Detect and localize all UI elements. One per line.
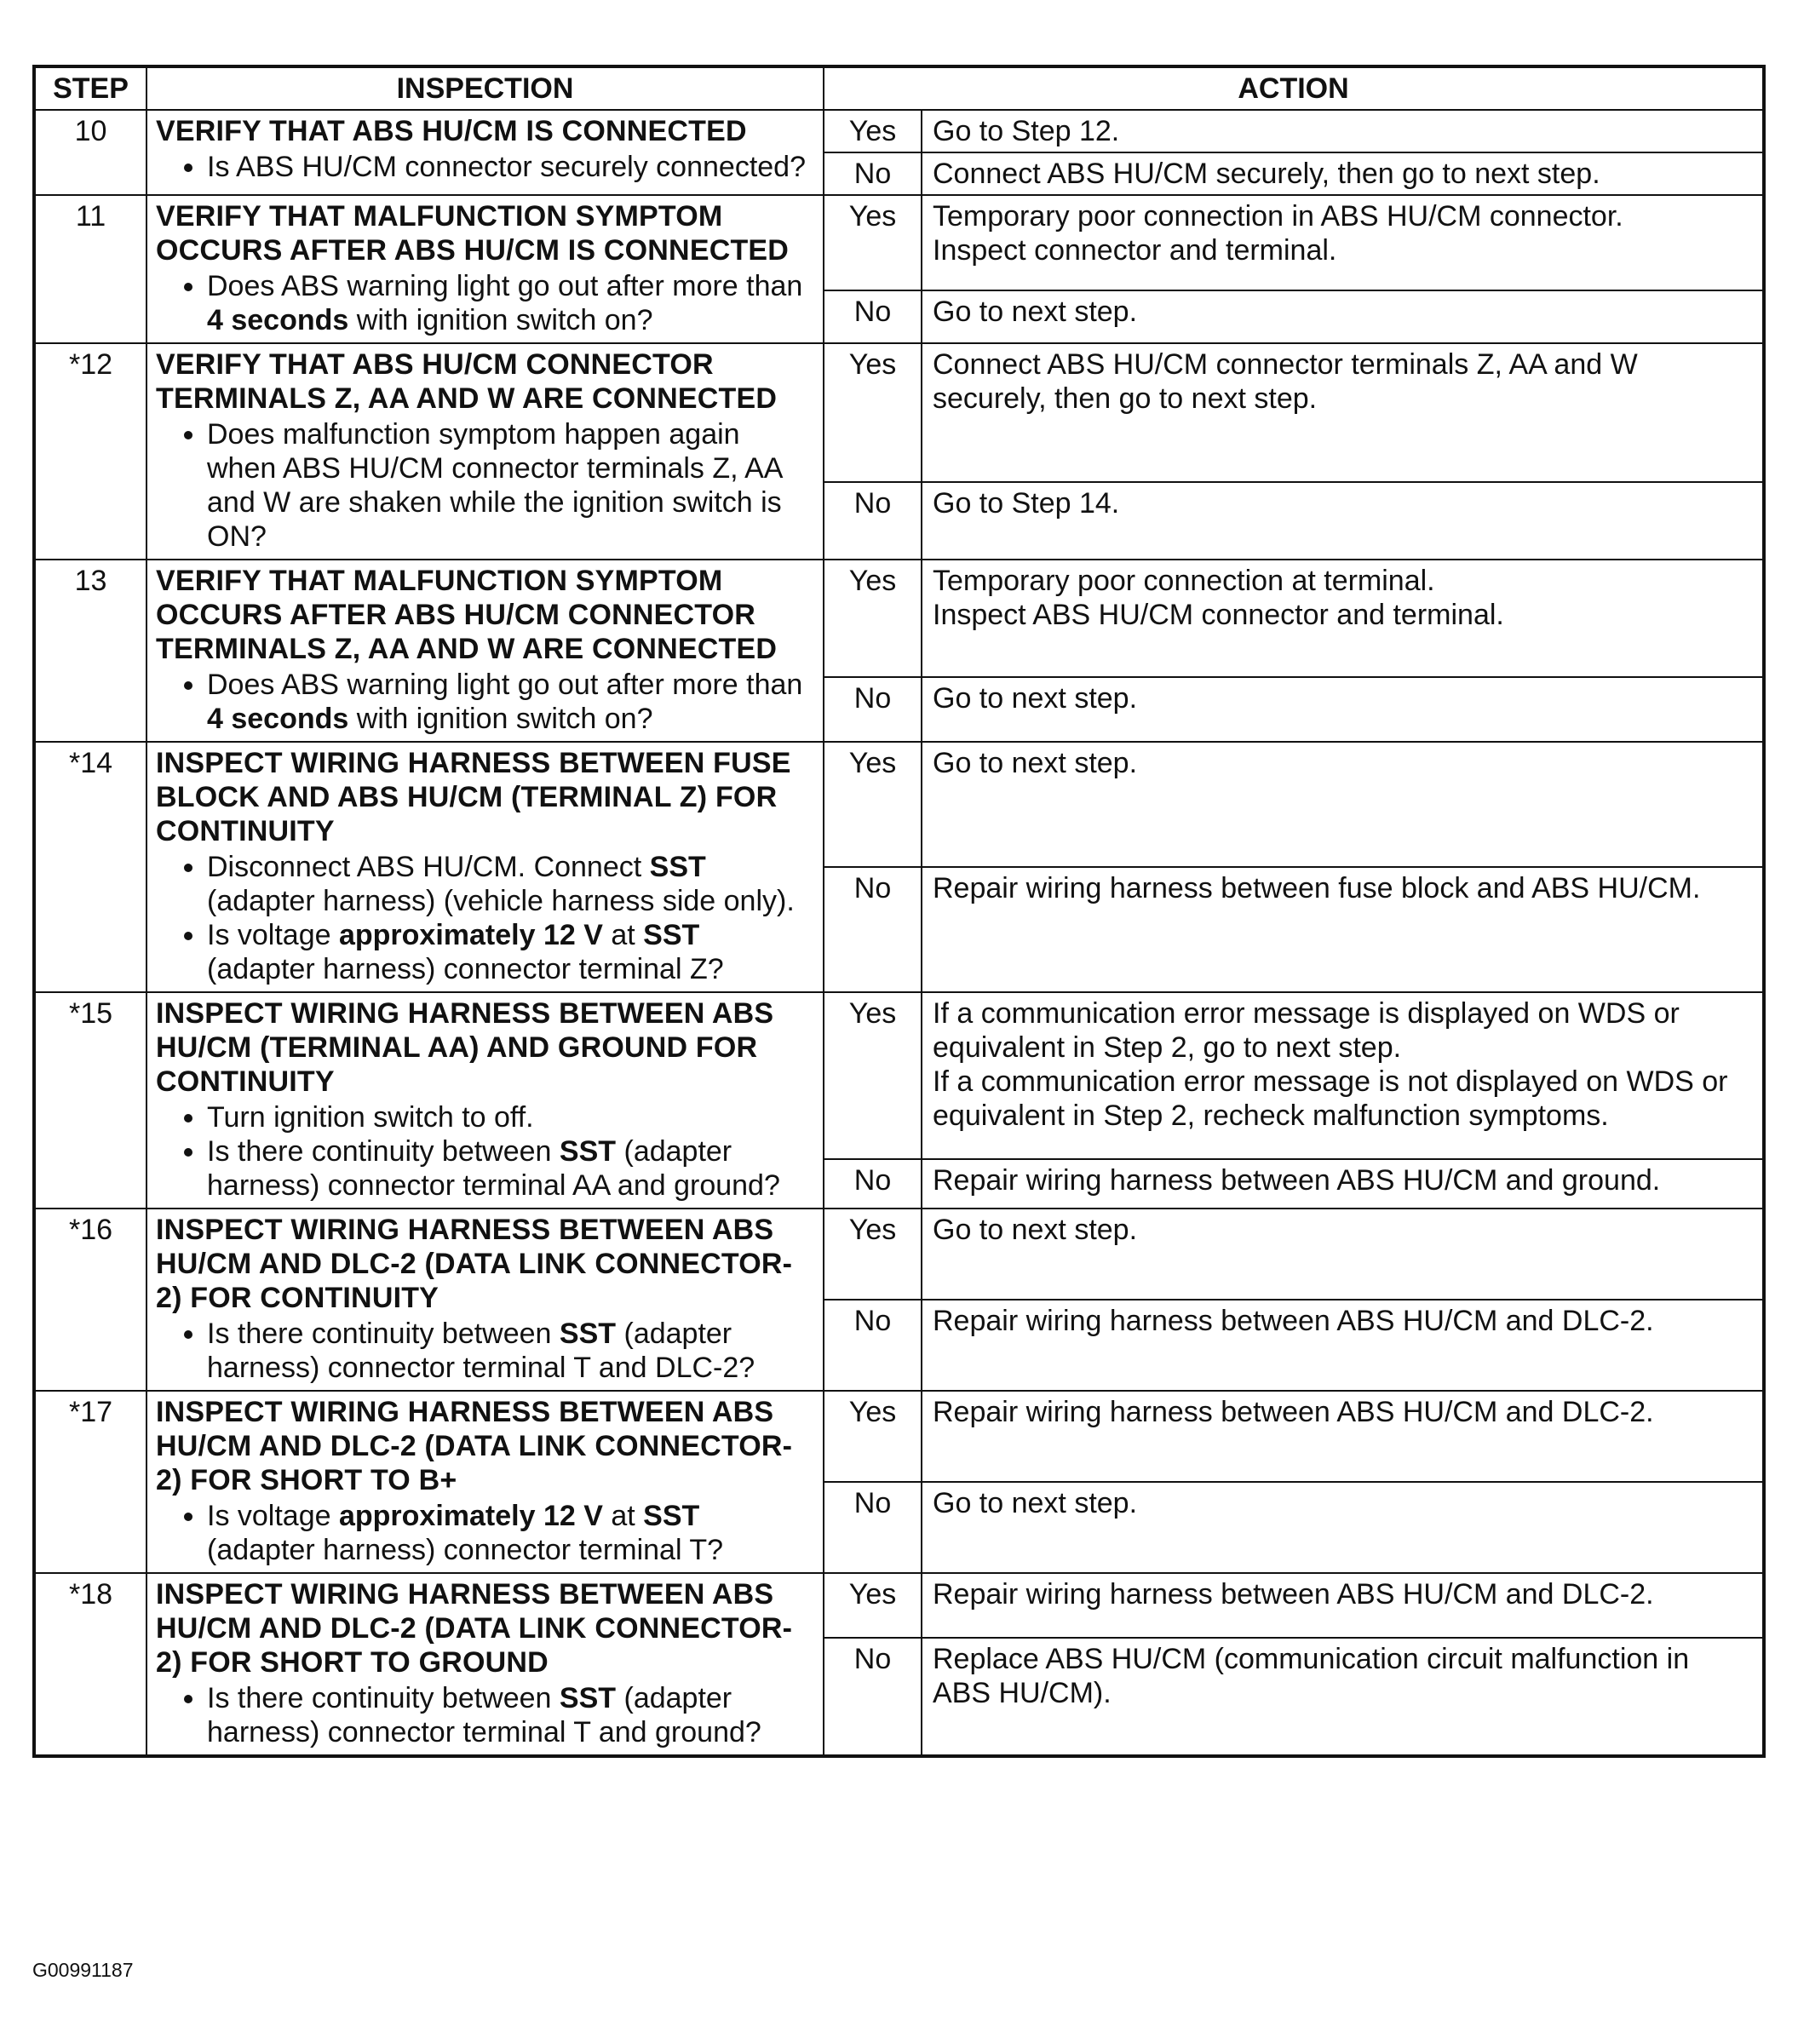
yes-label: Yes	[824, 560, 922, 677]
bullet-text: with ignition switch on?	[348, 304, 653, 336]
no-action	[922, 677, 1764, 742]
action-line: Go to Step 12.	[933, 115, 1120, 147]
action-line: Repair wiring harness between ABS HU/CM and DLC-2.	[933, 1396, 1654, 1428]
action-line: Connect ABS HU/CM connector terminals Z, AA and W securely, then go to next step.	[933, 348, 1638, 415]
no-label: No	[824, 482, 922, 560]
table-row	[34, 992, 1764, 1159]
inspection-bullet	[207, 1317, 814, 1385]
no-action	[922, 1638, 1764, 1756]
inspection-title: VERIFY THAT ABS HU/CM IS CONNECTED	[156, 115, 747, 147]
bullet-text: Is there continuity between	[207, 1135, 560, 1168]
inspection-bullets	[156, 1317, 814, 1385]
inspection-bullet	[207, 918, 814, 986]
inspection-bullets	[156, 150, 814, 184]
inspection-bullet	[207, 150, 814, 184]
inspection-cell	[146, 992, 824, 1209]
yes-action	[922, 110, 1764, 152]
inspection-title: VERIFY THAT MALFUNCTION SYMPTOM OCCURS AFTER ABS HU/CM CONNECTOR TERMINALS Z, AA AND W ARE CONNECTED	[156, 565, 778, 665]
bullet-emphasis: approximately 12 V	[338, 1500, 603, 1532]
yes-label: Yes	[824, 992, 922, 1159]
inspection-cell	[146, 343, 824, 560]
bullet-text: with ignition switch on?	[348, 703, 653, 735]
action-line: Repair wiring harness between fuse block and ABS HU/CM.	[933, 872, 1701, 904]
bullet-text: (adapter harness) (vehicle harness side only).	[207, 885, 795, 917]
no-action	[922, 1300, 1764, 1391]
no-action	[922, 1482, 1764, 1573]
bullet-text: Is ABS HU/CM connector securely connected?	[207, 151, 806, 183]
step-number: *14	[34, 742, 146, 992]
inspection-bullet	[207, 850, 814, 918]
yes-action	[922, 1209, 1764, 1300]
no-action	[922, 290, 1764, 343]
inspection-bullet	[207, 1100, 814, 1134]
bullet-text: at	[602, 919, 644, 951]
step-number: *17	[34, 1391, 146, 1573]
inspection-title: INSPECT WIRING HARNESS BETWEEN ABS HU/CM AND DLC-2 (DATA LINK CONNECTOR-2) FOR CONTINUITY	[156, 1214, 793, 1314]
diagnostic-procedure-sheet	[32, 65, 1762, 1758]
no-action	[922, 482, 1764, 560]
yes-action	[922, 343, 1764, 482]
figure-id: G00991187	[32, 1959, 134, 1981]
step-column-header: STEP	[34, 66, 146, 110]
bullet-text: (adapter harness) connector terminal T and ground?	[207, 1682, 761, 1748]
step-number: 10	[34, 110, 146, 195]
inspection-bullet	[207, 1134, 814, 1203]
no-action	[922, 867, 1764, 992]
yes-label: Yes	[824, 742, 922, 867]
inspection-title: INSPECT WIRING HARNESS BETWEEN ABS HU/CM AND DLC-2 (DATA LINK CONNECTOR-2) FOR SHORT TO GROUND	[156, 1578, 793, 1679]
bullet-emphasis: SST	[643, 919, 700, 951]
table-body	[34, 110, 1764, 1756]
action-line: Repair wiring harness between ABS HU/CM and DLC-2.	[933, 1305, 1654, 1337]
action-line: Go to next step.	[933, 1214, 1138, 1246]
bullet-text: Is voltage	[207, 1500, 339, 1532]
action-column-header: ACTION	[824, 66, 1764, 110]
table-row	[34, 560, 1764, 677]
inspection-bullets	[156, 850, 814, 986]
action-line: Repair wiring harness between ABS HU/CM and ground.	[933, 1164, 1661, 1197]
table-row	[34, 742, 1764, 867]
no-label: No	[824, 867, 922, 992]
action-line: Connect ABS HU/CM securely, then go to next step.	[933, 158, 1600, 190]
no-label: No	[824, 1482, 922, 1573]
inspection-cell	[146, 195, 824, 343]
no-action	[922, 152, 1764, 195]
inspection-bullets	[156, 1100, 814, 1203]
action-line: Temporary poor connection in ABS HU/CM connector.	[933, 200, 1623, 233]
inspection-bullets	[156, 417, 814, 554]
yes-action	[922, 1573, 1764, 1638]
inspection-bullets	[156, 668, 814, 736]
inspection-column-header: INSPECTION	[146, 66, 824, 110]
no-label: No	[824, 1300, 922, 1391]
table-row	[34, 110, 1764, 152]
bullet-emphasis: SST	[643, 1500, 700, 1532]
inspection-bullets	[156, 269, 814, 337]
bullet-text: (adapter harness) connector terminal Z?	[207, 953, 724, 985]
step-number: *12	[34, 343, 146, 560]
bullet-text: Does ABS warning light go out after more than	[207, 669, 803, 701]
inspection-bullets	[156, 1681, 814, 1749]
action-line: Inspect ABS HU/CM connector and terminal.	[933, 599, 1504, 631]
bullet-text: Turn ignition switch to off.	[207, 1101, 534, 1134]
action-line: Inspect connector and terminal.	[933, 234, 1337, 267]
inspection-bullet	[207, 668, 814, 736]
bullet-emphasis: SST	[649, 851, 706, 883]
table-row	[34, 195, 1764, 290]
step-number: 11	[34, 195, 146, 343]
bullet-text: (adapter harness) connector terminal T?	[207, 1534, 724, 1566]
bullet-emphasis: SST	[559, 1135, 617, 1168]
yes-action	[922, 560, 1764, 677]
bullet-text: Is there continuity between	[207, 1682, 560, 1714]
action-line: If a communication error message is not displayed on WDS or equivalent in Step 2, recheck malfunction symptoms.	[933, 1065, 1728, 1132]
bullet-emphasis: SST	[559, 1318, 617, 1350]
inspection-bullet	[207, 1499, 814, 1567]
bullet-emphasis: SST	[559, 1682, 617, 1714]
yes-label: Yes	[824, 1209, 922, 1300]
action-line: Go to next step.	[933, 295, 1138, 328]
yes-action	[922, 992, 1764, 1159]
bullet-emphasis: approximately 12 V	[338, 919, 603, 951]
inspection-title: VERIFY THAT MALFUNCTION SYMPTOM OCCURS AFTER ABS HU/CM IS CONNECTED	[156, 200, 790, 267]
inspection-title: INSPECT WIRING HARNESS BETWEEN ABS HU/CM (TERMINAL AA) AND GROUND FOR CONTINUITY	[156, 997, 774, 1098]
yes-action	[922, 742, 1764, 867]
yes-action	[922, 195, 1764, 290]
yes-action	[922, 1391, 1764, 1482]
action-line: Go to next step.	[933, 747, 1138, 779]
table-row	[34, 343, 1764, 482]
no-label: No	[824, 290, 922, 343]
inspection-cell	[146, 1209, 824, 1391]
header-row	[34, 66, 1764, 110]
no-label: No	[824, 677, 922, 742]
bullet-text: (adapter harness) connector terminal AA and ground?	[207, 1135, 780, 1202]
action-line: If a communication error message is displayed on WDS or equivalent in Step 2, go to next step.	[933, 997, 1680, 1064]
step-number: *15	[34, 992, 146, 1209]
diagnostic-table	[32, 65, 1766, 1758]
bullet-text: Does malfunction symptom happen again when ABS HU/CM connector terminals Z, AA and W are shaken while the ignition switch is ON?	[207, 418, 782, 553]
inspection-bullet	[207, 1681, 814, 1749]
yes-label: Yes	[824, 1391, 922, 1482]
yes-label: Yes	[824, 195, 922, 290]
yes-label: Yes	[824, 343, 922, 482]
bullet-text: Is voltage	[207, 919, 339, 951]
table-row	[34, 1391, 1764, 1482]
no-label: No	[824, 1638, 922, 1756]
bullet-text: Is there continuity between	[207, 1318, 560, 1350]
table-row	[34, 1209, 1764, 1300]
inspection-bullet	[207, 269, 814, 337]
bullet-text: at	[602, 1500, 644, 1532]
inspection-cell	[146, 1573, 824, 1756]
inspection-cell	[146, 742, 824, 992]
bullet-text: Disconnect ABS HU/CM. Connect	[207, 851, 650, 883]
bullet-text: (adapter harness) connector terminal T and DLC-2?	[207, 1318, 755, 1384]
action-line: Go to next step.	[933, 1487, 1138, 1519]
action-line: Repair wiring harness between ABS HU/CM and DLC-2.	[933, 1578, 1654, 1611]
bullet-text: Does ABS warning light go out after more than	[207, 270, 803, 302]
action-line: Replace ABS HU/CM (communication circuit malfunction in ABS HU/CM).	[933, 1643, 1690, 1710]
inspection-cell	[146, 110, 824, 195]
action-line: Go to next step.	[933, 681, 1138, 715]
inspection-title: INSPECT WIRING HARNESS BETWEEN FUSE BLOCK AND ABS HU/CM (TERMINAL Z) FOR CONTINUITY	[156, 747, 791, 847]
action-line: Temporary poor connection at terminal.	[933, 565, 1435, 597]
table-row	[34, 1573, 1764, 1638]
step-number: *18	[34, 1573, 146, 1756]
inspection-title: VERIFY THAT ABS HU/CM CONNECTOR TERMINALS Z, AA AND W ARE CONNECTED	[156, 348, 778, 415]
no-label: No	[824, 152, 922, 195]
step-number: *16	[34, 1209, 146, 1391]
no-label: No	[824, 1159, 922, 1209]
inspection-bullets	[156, 1499, 814, 1567]
step-number: 13	[34, 560, 146, 742]
yes-label: Yes	[824, 1573, 922, 1638]
inspection-title: INSPECT WIRING HARNESS BETWEEN ABS HU/CM AND DLC-2 (DATA LINK CONNECTOR-2) FOR SHORT TO B+	[156, 1396, 793, 1496]
inspection-bullet	[207, 417, 814, 554]
action-line: Go to Step 14.	[933, 487, 1120, 520]
yes-label: Yes	[824, 110, 922, 152]
bullet-emphasis: 4 seconds	[207, 703, 349, 735]
no-action	[922, 1159, 1764, 1209]
inspection-cell	[146, 1391, 824, 1573]
bullet-emphasis: 4 seconds	[207, 304, 349, 336]
inspection-cell	[146, 560, 824, 742]
